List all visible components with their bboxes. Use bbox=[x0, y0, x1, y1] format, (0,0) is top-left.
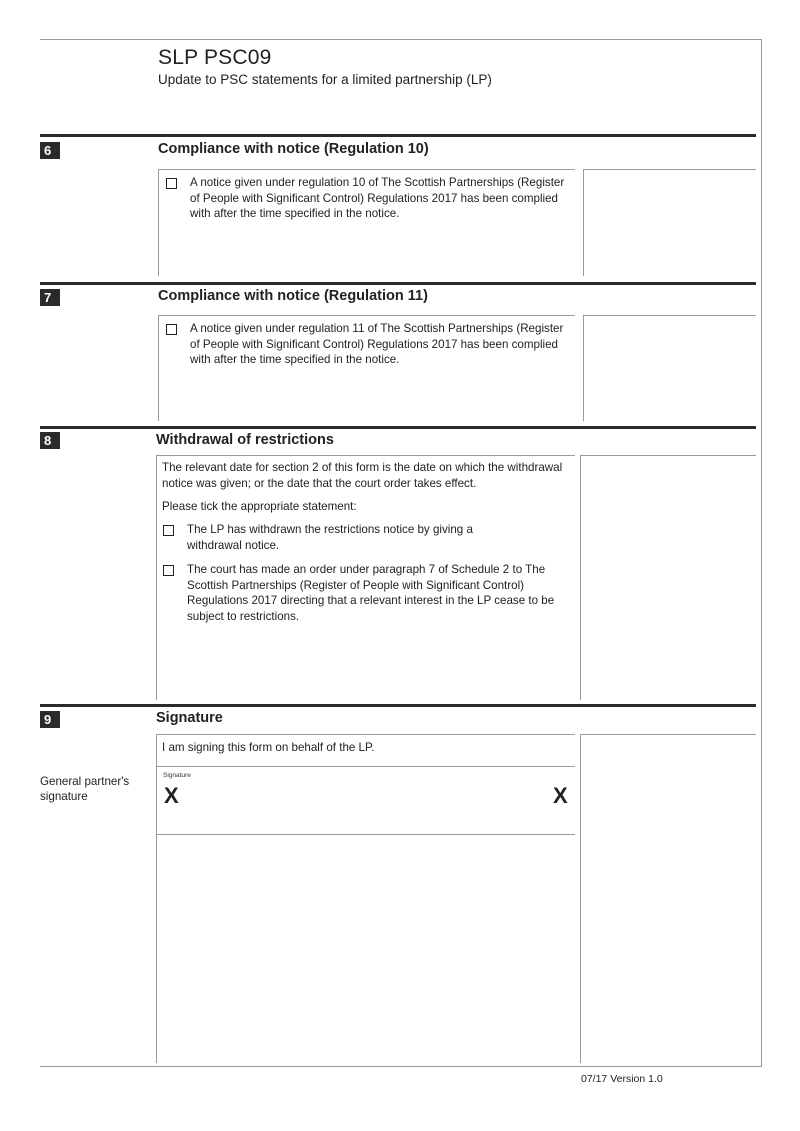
section-6-rule bbox=[40, 134, 756, 137]
signature-box-bottom bbox=[156, 834, 575, 835]
right-frame-line bbox=[761, 39, 762, 1066]
section-9-box-left bbox=[156, 734, 157, 1063]
section-6-side-top bbox=[583, 169, 756, 170]
signature-end-x-icon: X bbox=[553, 783, 568, 808]
declaration-divider bbox=[156, 766, 575, 767]
section-8-box-right bbox=[580, 455, 581, 700]
section-7-number: 7 bbox=[40, 289, 60, 306]
section-7-side-top bbox=[583, 315, 756, 316]
bottom-rule bbox=[40, 1066, 762, 1067]
court-order-checkbox[interactable] bbox=[163, 565, 174, 576]
withdrawal-instruction: Please tick the appropriate statement: bbox=[162, 500, 357, 513]
section-8-number: 8 bbox=[40, 432, 60, 449]
section-7-heading: Compliance with notice (Regulation 11) bbox=[158, 288, 428, 304]
section-8-box-left bbox=[156, 455, 157, 700]
signature-field[interactable] bbox=[158, 780, 575, 832]
section-6-box-top bbox=[158, 169, 575, 170]
section-8-rule bbox=[40, 426, 756, 429]
section-6-number: 6 bbox=[40, 142, 60, 159]
section-9-rule bbox=[40, 704, 756, 707]
withdrawal-intro: The relevant date for section 2 of this form is the date on which the withdrawal notice was given; or the date that the court order takes effect. bbox=[162, 461, 563, 490]
section-7-box-right bbox=[583, 315, 584, 421]
signature-declaration: I am signing this form on behalf of the LP. bbox=[162, 741, 375, 754]
section-7-box-top bbox=[158, 315, 575, 316]
general-partner-signature-label: General partner's signature bbox=[40, 775, 130, 803]
form-title: Update to PSC statements for a limited partnership (LP) bbox=[158, 72, 492, 87]
regulation-11-checkbox[interactable] bbox=[166, 324, 177, 335]
section-8-box-top bbox=[156, 455, 575, 456]
top-rule bbox=[40, 39, 762, 40]
section-9-heading: Signature bbox=[156, 710, 223, 726]
regulation-10-statement: A notice given under regulation 10 of The Scottish Partnerships (Register of People with Significant Control) Regulations 2017 has been complied with after the time specified in the notice. bbox=[190, 176, 565, 220]
section-8-heading: Withdrawal of restrictions bbox=[156, 432, 334, 448]
section-9-number: 9 bbox=[40, 711, 60, 728]
withdrawal-notice-option: The LP has withdrawn the restrictions notice by giving a withdrawal notice. bbox=[187, 523, 473, 552]
section-9-box-top bbox=[156, 734, 575, 735]
section-9-box-right bbox=[580, 734, 581, 1063]
form-code: SLP PSC09 bbox=[158, 46, 272, 69]
section-6-box-left bbox=[158, 169, 159, 276]
section-8-side-top bbox=[580, 455, 756, 456]
withdrawal-notice-checkbox[interactable] bbox=[163, 525, 174, 536]
court-order-option: The court has made an order under paragraph 7 of Schedule 2 to The Scottish Partnerships (Register of People with Significant Control) Regulations 2017 directing that a relevant interest in the LP cease to be subject to restrictions. bbox=[187, 563, 555, 623]
signature-field-label: Signature bbox=[163, 772, 191, 779]
signature-start-x-icon: X bbox=[164, 783, 179, 808]
section-7-rule bbox=[40, 282, 756, 285]
section-6-heading: Compliance with notice (Regulation 10) bbox=[158, 141, 429, 157]
section-6-box-right bbox=[583, 169, 584, 276]
regulation-10-checkbox[interactable] bbox=[166, 178, 177, 189]
regulation-11-statement: A notice given under regulation 11 of The Scottish Partnerships (Register of People with Significant Control) Regulations 2017 has been complied with after the time specified in the notice. bbox=[190, 322, 564, 366]
section-7-box-left bbox=[158, 315, 159, 421]
version-footer: 07/17 Version 1.0 bbox=[581, 1073, 663, 1085]
section-9-side-top bbox=[580, 734, 756, 735]
